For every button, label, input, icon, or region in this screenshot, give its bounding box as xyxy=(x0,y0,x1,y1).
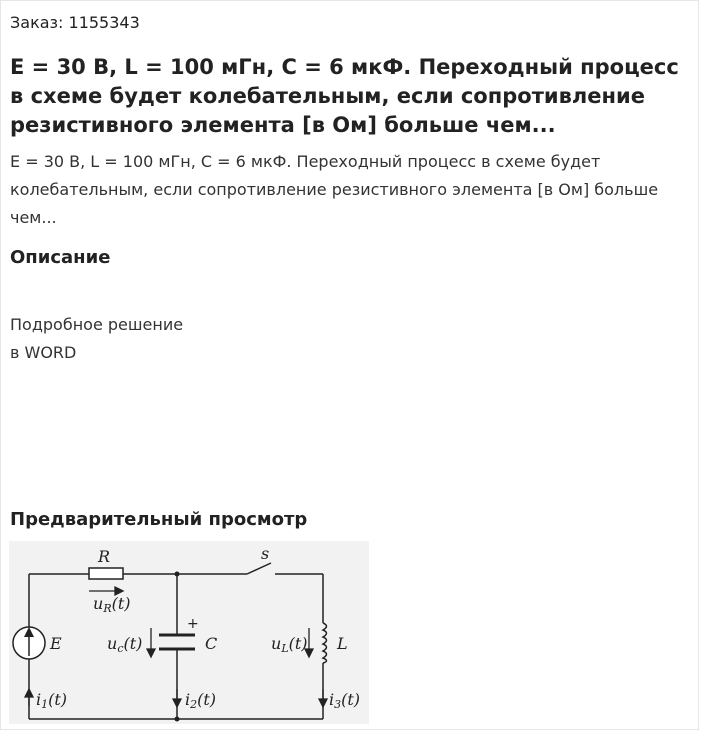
capacitor xyxy=(159,635,195,649)
description-line-2: в WORD xyxy=(10,343,77,362)
description-body xyxy=(10,311,183,367)
label-i2: i2(t) xyxy=(185,690,217,711)
order-number: Заказ: 1155343 xyxy=(10,13,140,32)
label-i3: i3(t) xyxy=(329,690,361,711)
label-ul: uL(t) xyxy=(271,634,308,655)
label-i1: i1(t) xyxy=(36,690,68,711)
preview-heading: Предварительный просмотр xyxy=(10,509,308,530)
label-ur: uR(t) xyxy=(93,594,131,615)
label-l: L xyxy=(337,634,348,653)
description-heading: Описание xyxy=(10,247,111,268)
label-e: E xyxy=(50,634,62,653)
description-line-1: Подробное решение xyxy=(10,315,184,334)
resistor xyxy=(89,568,123,579)
problem-description: E = 30 В, L = 100 мГн, C = 6 мкФ. Переходный процесс в схеме будет колебательным, если сопротивление резистивного элемента [в Ом] больше чем... xyxy=(10,152,659,227)
page-title: E = 30 В, L = 100 мГн, C = 6 мкФ. Переходный процесс в схеме будет колебательным, если сопротивление резистивного элемента [в Ом] больше чем... xyxy=(10,55,679,137)
inductor xyxy=(323,623,327,663)
label-plus: + xyxy=(187,616,199,632)
circuit-diagram xyxy=(9,541,369,724)
label-r: R xyxy=(98,547,111,566)
voltage-source-icon xyxy=(13,627,45,659)
label-s: s xyxy=(261,544,270,563)
circuit-preview-image[interactable] xyxy=(9,541,369,724)
label-c: C xyxy=(205,634,218,653)
label-uc: uc(t) xyxy=(107,634,143,655)
